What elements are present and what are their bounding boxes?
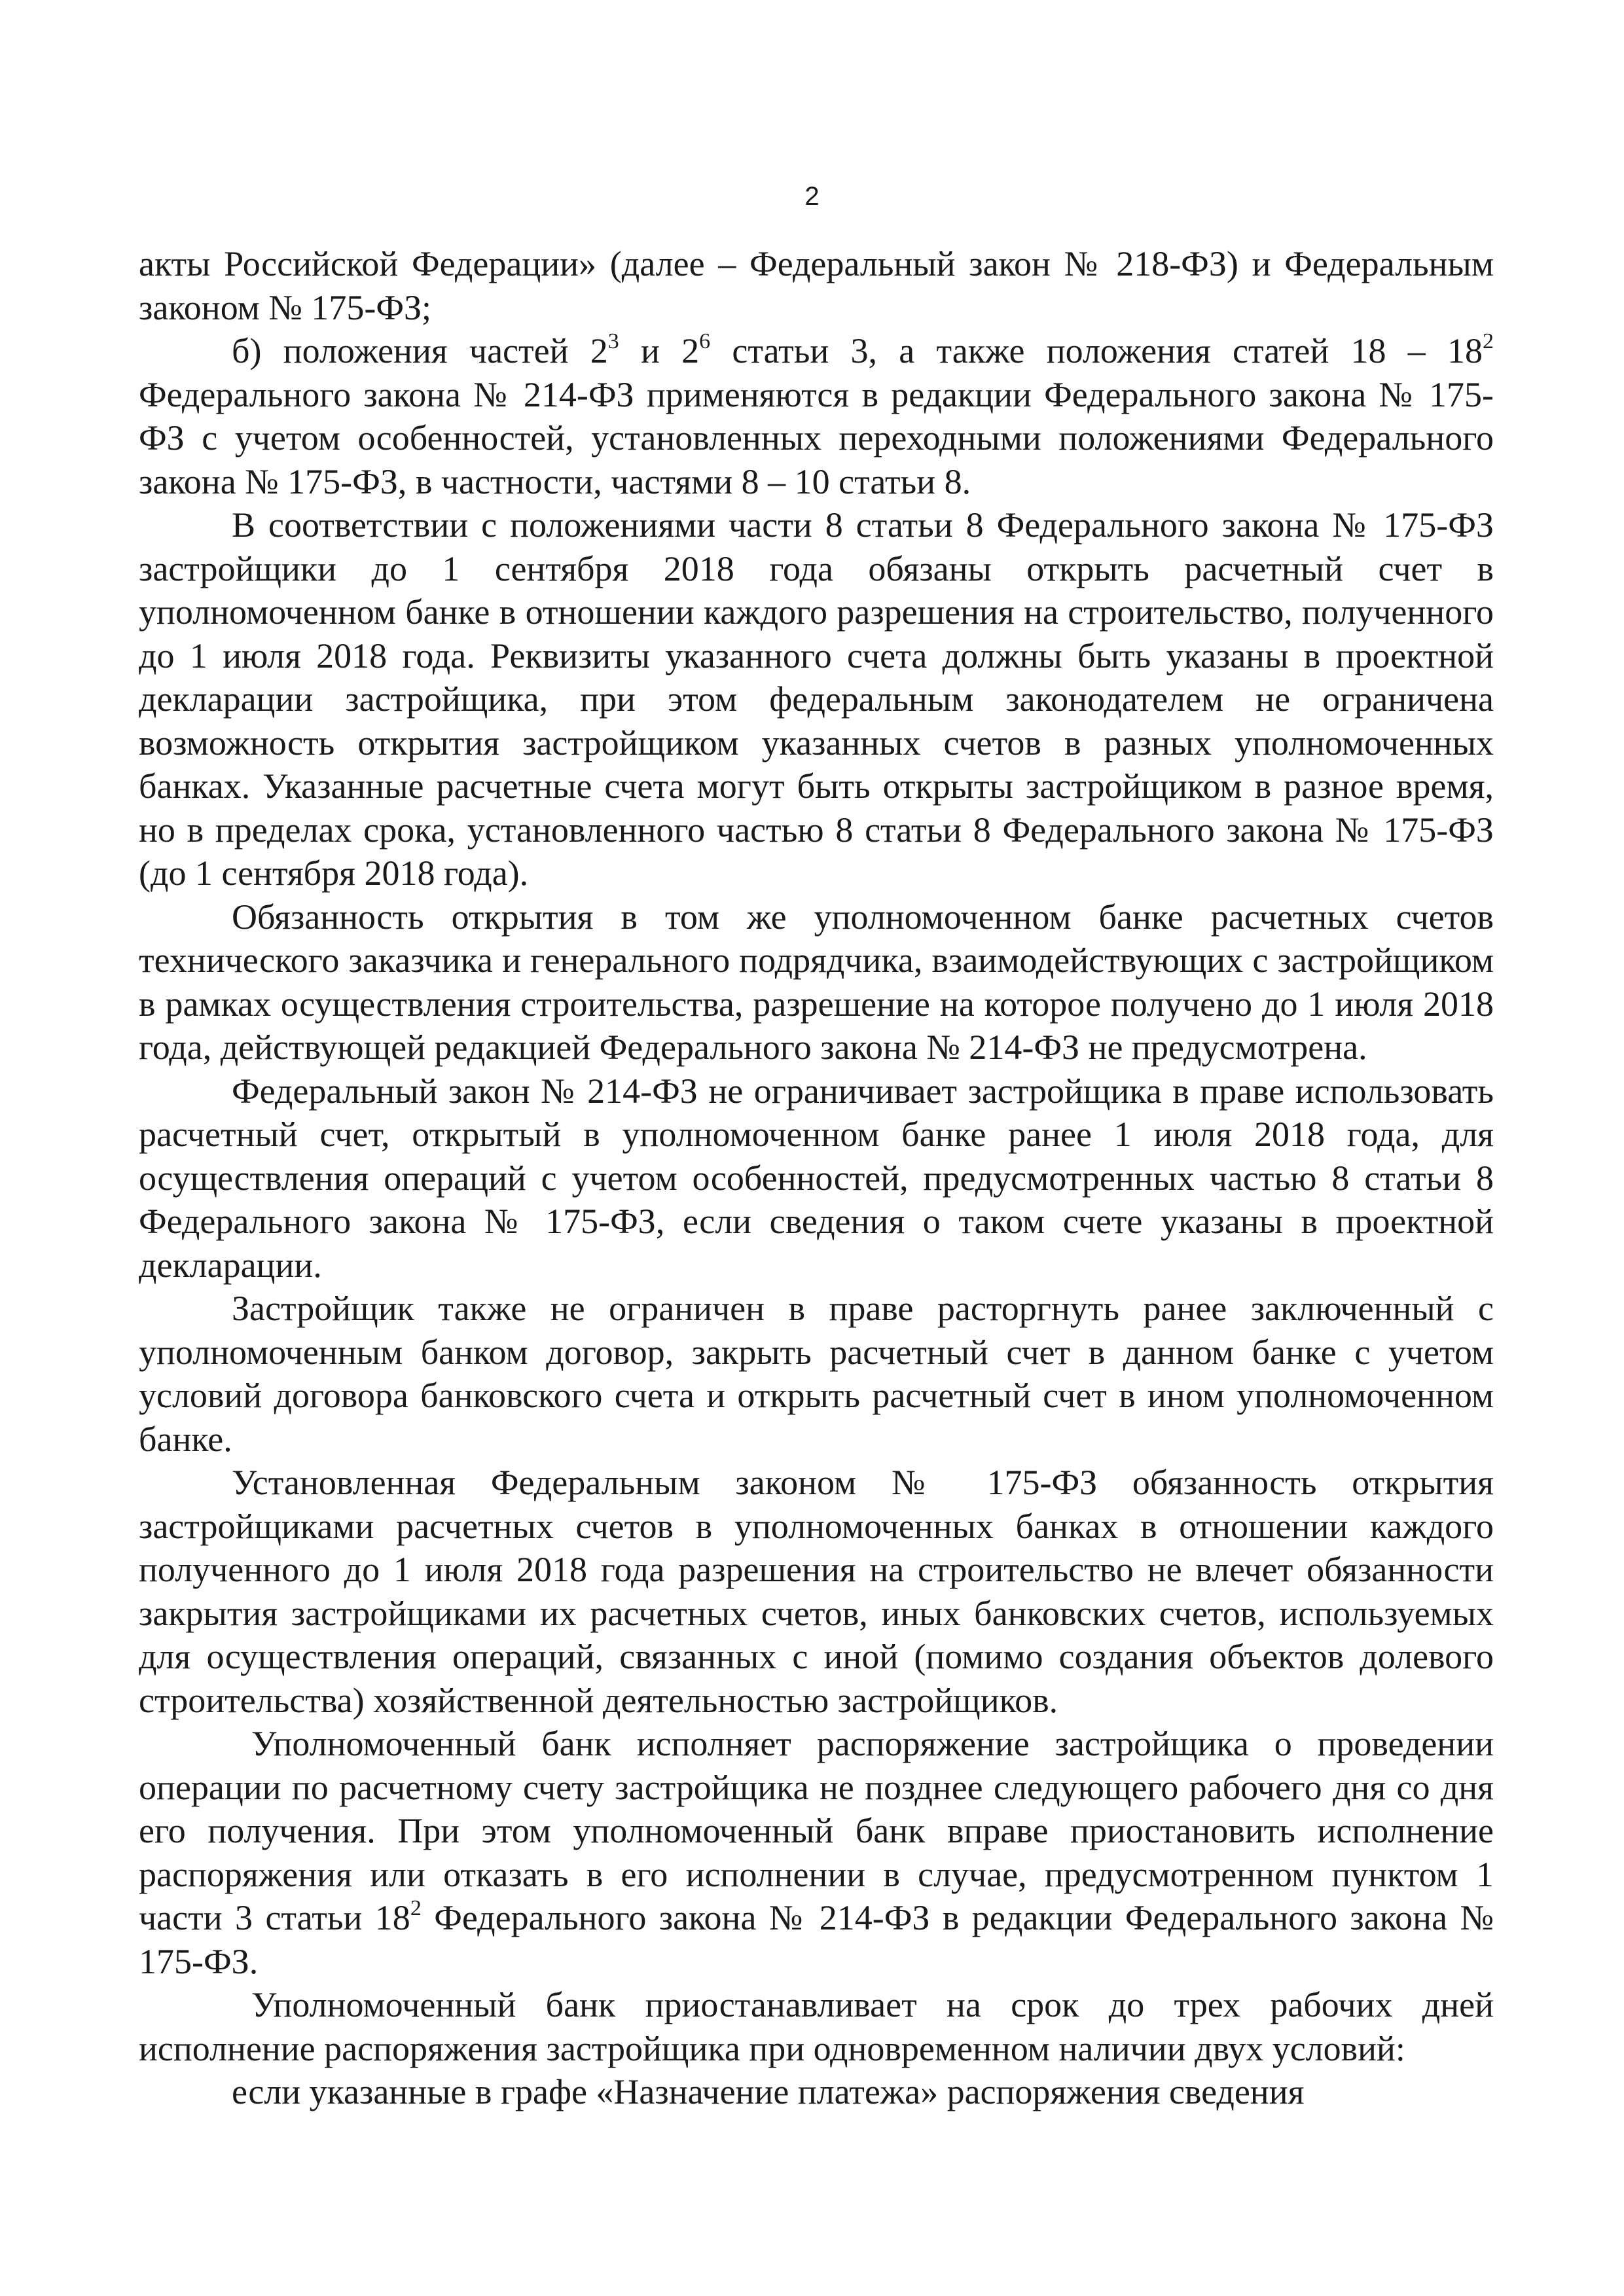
superscript: 6 xyxy=(699,329,711,353)
superscript: 2 xyxy=(1483,329,1494,353)
paragraph-condition-one: если указанные в графе «Назначение платежа» распоряжения сведения xyxy=(232,2072,1305,2111)
text-run: б) положения частей 2 xyxy=(232,331,608,370)
text-run: и 2 xyxy=(619,331,700,370)
text-run: Федерального закона № 214-ФЗ применяются в редакции Федерального закона № 175-ФЗ с учетом особенностей, установленных переходными положениями Федерального закона № 175-ФЗ, в частности, частями 8 – 10 статьи 8. xyxy=(139,374,1494,501)
paragraph-continuation: акты Российской Федерации» (далее – Федеральный закон № 218-ФЗ) и Федеральным законом № 175-ФЗ; xyxy=(139,244,1494,327)
document-body xyxy=(139,242,1494,2114)
text-run: Федерального закона № 214-ФЗ в редакции Федерального закона № 175-ФЗ. xyxy=(139,1898,1494,1981)
text-run: статьи 3, а также положения статей 18 – 18 xyxy=(710,331,1483,370)
superscript: 3 xyxy=(607,329,619,353)
paragraph-closing-obligation: Установленная Федеральным законом № 175-ФЗ обязанность открытия застройщиками расчетных счетов в уполномоченных банках в отношении каждого полученного до 1 июля 2018 года разрешения на строительство не влечет обязанности закрытия застройщиками их расчетных счетов, иных банковских счетов, используемых для осуществления операций, связанных с иной (помимо создания объектов долевого строительства) хозяйственной деятельностью застройщиков. xyxy=(139,1463,1494,1720)
paragraph-existing-account: Федеральный закон № 214-ФЗ не ограничивает застройщика в праве использовать расчетный счет, открытый в уполномоченном банке ранее 1 июля 2018 года, для осуществления операций с учетом особенностей, предусмотренных частью 8 статьи 8 Федерального закона № 175-ФЗ, если сведения о таком счете указаны в проектной декларации. xyxy=(139,1071,1494,1285)
page-number: 2 xyxy=(804,182,820,211)
paragraph-bank-execution xyxy=(139,1722,1494,1983)
paragraph-bank-suspension: Уполномоченный банк приостанавливает на срок до трех рабочих дней исполнение распоряжения застройщика при одновременном наличии двух условий: xyxy=(139,1985,1494,2068)
paragraph-contractor-accounts: Обязанность открытия в том же уполномоченном банке расчетных счетов технического заказчика и генерального подрядчика, взаимодействующих с застройщиком в рамках осуществления строительства, разрешение на которое получено до 1 июля 2018 года, действующей редакцией Федерального закона № 214-ФЗ не предусмотрена. xyxy=(139,897,1494,1067)
superscript: 2 xyxy=(410,1896,422,1920)
paragraph-settlement-accounts: В соответствии с положениями части 8 статьи 8 Федерального закона № 175-ФЗ застройщики до 1 сентября 2018 года обязаны открыть расчетный счет в уполномоченном банке в отношении каждого разрешения на строительство, полученного до 1 июля 2018 года. Реквизиты указанного счета должны быть указаны в проектной декларации застройщика, при этом федеральным законодателем не ограничена возможность открытия застройщиком указанных счетов в разных уполномоченных банках. Указанные расчетные счета могут быть открыты застройщиком в разное время, но в пределах срока, установленного частью 8 статьи 8 Федерального закона № 175-ФЗ (до 1 сентября 2018 года). xyxy=(139,505,1494,893)
text-run: Уполномоченный банк исполняет распоряжение застройщика о проведении операции по расчетному счету застройщика не позднее следующего рабочего дня со дня его получения. При этом уполномоченный банк вправе приостановить исполнение распоряжения или отказать в его исполнении в случае, предусмотренном пунктом 1 части 3 статьи 18 xyxy=(139,1724,1494,1937)
paragraph-item-b xyxy=(139,329,1494,503)
paragraph-terminate-contract: Застройщик также не ограничен в праве расторгнуть ранее заключенный с уполномоченным банком договор, закрыть расчетный счет в данном банке с учетом условий договора банковского счета и открыть расчетный счет в ином уполномоченном банке. xyxy=(139,1289,1494,1459)
